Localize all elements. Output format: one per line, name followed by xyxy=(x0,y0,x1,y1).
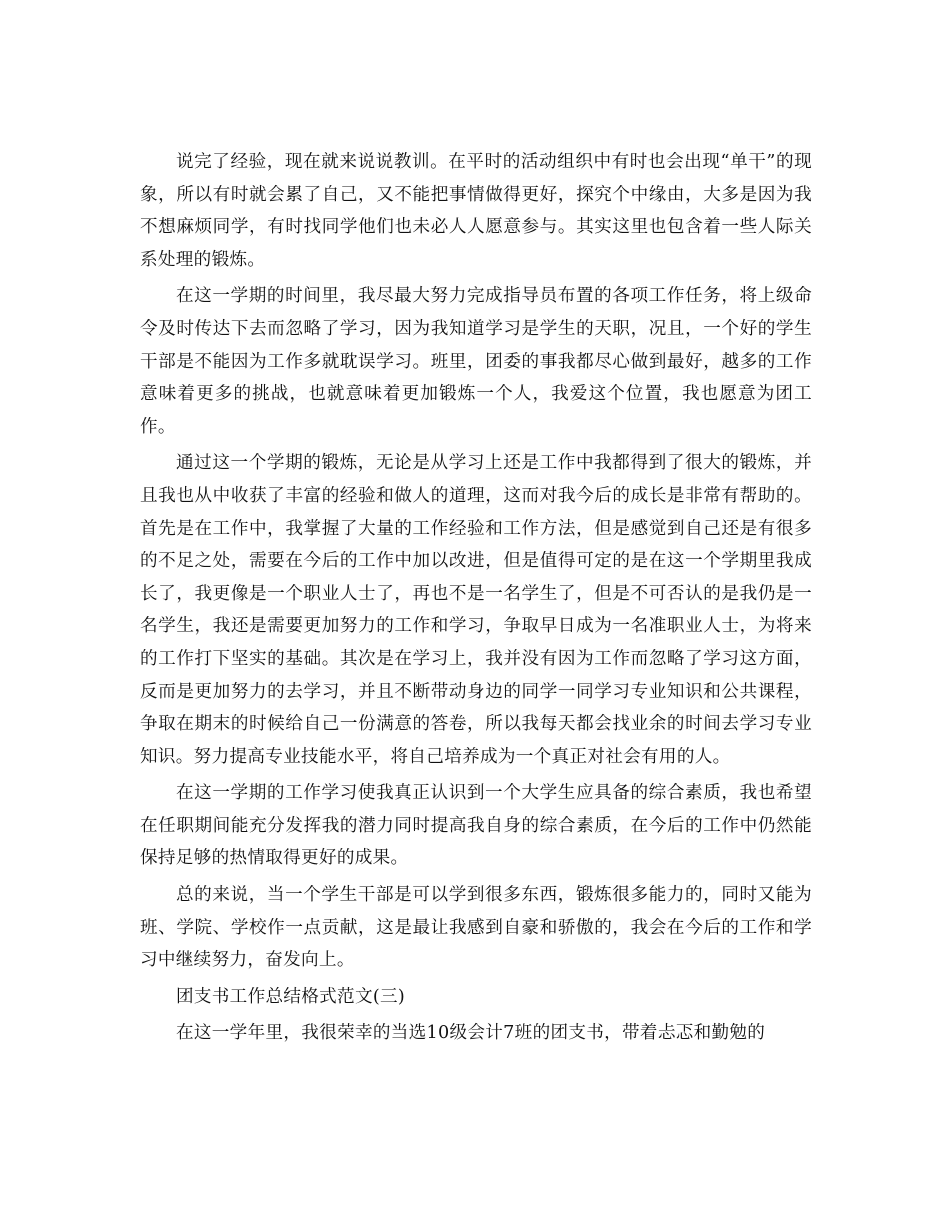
paragraph-new-section-start: 在这一学年里，我很荣幸的当选10级会计7班的团支书，带着忐忑和勤勉的 xyxy=(176,1023,766,1044)
document-body xyxy=(140,146,812,1054)
paragraph-semester-work: 在这一学期的时间里，我尽最大努力完成指导员布置的各项工作任务，将上级命令及时传达下去而忽略了学习，因为我知道学习是学生的天职，况且，一个好的学生干部是不能因为工作多就耽误学习。班里，团委的事我都尽心做到最好，越多的工作意味着更多的挑战，也就意味着更加锻炼一个人，我爱这个位置，我也愿意为团工作。 xyxy=(140,286,812,437)
paragraph-lessons: 说完了经验，现在就来说说教训。在平时的活动组织中有时也会出现“单干”的现象，所以有时就会累了自己，又不能把事情做得更好，探究个中缘由，大多是因为我不想麻烦同学，有时找同学他们也未必人人愿意参与。其实这里也包含着一些人际关系处理的锻炼。 xyxy=(140,152,812,270)
paragraph-growth: 通过这一个学期的锻炼，无论是从学习上还是工作中我都得到了很大的锻炼，并且我也从中收获了丰富的经验和做人的道理，这而对我今后的成长是非常有帮助的。首先是在工作中，我掌握了大量的工作经验和工作方法，但是感觉到自己还是有很多的不足之处，需要在今后的工作中加以改进，但是值得可定的是在这一个学期里我成长了，我更像是一个职业人士了，再也不是一名学生了，但是不可否认的是我仍是一名学生，我还是需要更加努力的工作和学习，争取早日成为一名准职业人士，为将来的工作打下坚实的基础。其次是在学习上，我并没有因为工作而忽略了学习这方面，反而是更加努力的去学习，并且不断带动身边的同学一同学习专业知识和公共课程，争取在期末的时候给自己一份满意的答卷，所以我每天都会找业余的时间去学习专业知识。努力提高专业技能水平，将自己培养成为一个真正对社会有用的人。 xyxy=(140,453,812,767)
paragraph-qualities: 在这一学期的工作学习使我真正认识到一个大学生应具备的综合素质，我也希望在任职期间能充分发挥我的潜力同时提高我自身的综合素质，在今后的工作中仍然能保持足够的热情取得更好的成果。 xyxy=(140,783,812,869)
section-heading: 团支书工作总结格式范文(三) xyxy=(176,986,406,1007)
paragraph-conclusion: 总的来说，当一个学生干部是可以学到很多东西，锻炼很多能力的，同时又能为班、学院、学校作一点贡献，这是最让我感到自豪和骄傲的，我会在今后的工作和学习中继续努力，奋发向上。 xyxy=(140,885,812,971)
